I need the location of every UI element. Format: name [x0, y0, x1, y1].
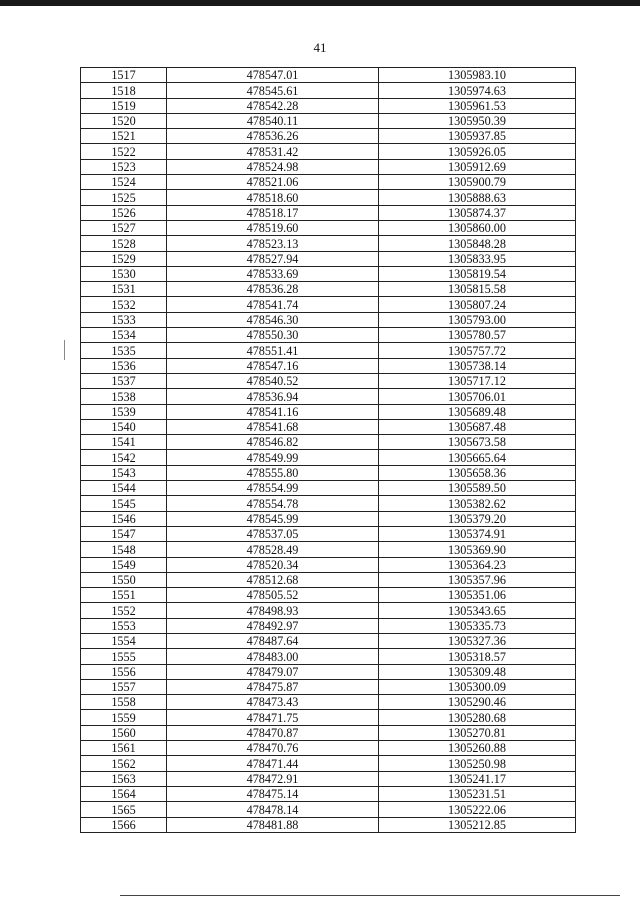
y-coordinate-cell: 1305318.57 [379, 649, 576, 664]
table-row [81, 404, 576, 419]
point-number-cell: 1549 [81, 557, 167, 572]
table-row [81, 725, 576, 740]
x-coordinate-cell: 478546.82 [167, 435, 379, 450]
point-number-cell: 1565 [81, 802, 167, 817]
table-row [81, 572, 576, 587]
table-row [81, 129, 576, 144]
y-coordinate-cell: 1305807.24 [379, 297, 576, 312]
point-number-cell: 1518 [81, 83, 167, 98]
y-coordinate-cell: 1305658.36 [379, 465, 576, 480]
point-number-cell: 1522 [81, 144, 167, 159]
page-number: 41 [313, 40, 327, 55]
y-coordinate-cell: 1305351.06 [379, 588, 576, 603]
point-number-cell: 1532 [81, 297, 167, 312]
y-coordinate-cell: 1305589.50 [379, 481, 576, 496]
y-coordinate-cell: 1305665.64 [379, 450, 576, 465]
point-number-cell: 1544 [81, 481, 167, 496]
x-coordinate-cell: 478549.99 [167, 450, 379, 465]
x-coordinate-cell: 478536.26 [167, 129, 379, 144]
y-coordinate-cell: 1305819.54 [379, 266, 576, 281]
y-coordinate-cell: 1305974.63 [379, 83, 576, 98]
table-row [81, 328, 576, 343]
x-coordinate-cell: 478528.49 [167, 542, 379, 557]
point-number-cell: 1547 [81, 526, 167, 541]
x-coordinate-cell: 478492.97 [167, 618, 379, 633]
point-number-cell: 1546 [81, 511, 167, 526]
y-coordinate-cell: 1305937.85 [379, 129, 576, 144]
x-coordinate-cell: 478478.14 [167, 802, 379, 817]
x-coordinate-cell: 478487.64 [167, 633, 379, 648]
x-coordinate-cell: 478519.60 [167, 220, 379, 235]
x-coordinate-cell: 478527.94 [167, 251, 379, 266]
y-coordinate-cell: 1305212.85 [379, 817, 576, 832]
table-row [81, 618, 576, 633]
point-number-cell: 1537 [81, 373, 167, 388]
x-coordinate-cell: 478520.34 [167, 557, 379, 572]
x-coordinate-cell: 478533.69 [167, 266, 379, 281]
y-coordinate-cell: 1305983.10 [379, 68, 576, 83]
point-number-cell: 1524 [81, 175, 167, 190]
table-row [81, 68, 576, 83]
x-coordinate-cell: 478475.14 [167, 786, 379, 801]
x-coordinate-cell: 478498.93 [167, 603, 379, 618]
y-coordinate-cell: 1305888.63 [379, 190, 576, 205]
x-coordinate-cell: 478547.16 [167, 358, 379, 373]
table-row [81, 113, 576, 128]
y-coordinate-cell: 1305738.14 [379, 358, 576, 373]
x-coordinate-cell: 478540.11 [167, 113, 379, 128]
table-row [81, 542, 576, 557]
y-coordinate-cell: 1305369.90 [379, 542, 576, 557]
x-coordinate-cell: 478551.41 [167, 343, 379, 358]
x-coordinate-cell: 478518.60 [167, 190, 379, 205]
point-number-cell: 1528 [81, 236, 167, 251]
x-coordinate-cell: 478518.17 [167, 205, 379, 220]
point-number-cell: 1563 [81, 771, 167, 786]
x-coordinate-cell: 478554.99 [167, 481, 379, 496]
point-number-cell: 1542 [81, 450, 167, 465]
table-row [81, 649, 576, 664]
table-row [81, 98, 576, 113]
y-coordinate-cell: 1305374.91 [379, 526, 576, 541]
table-row [81, 343, 576, 358]
y-coordinate-cell: 1305231.51 [379, 786, 576, 801]
x-coordinate-cell: 478471.44 [167, 756, 379, 771]
table-row [81, 557, 576, 572]
x-coordinate-cell: 478537.05 [167, 526, 379, 541]
table-row [81, 588, 576, 603]
x-coordinate-cell: 478545.61 [167, 83, 379, 98]
table-row [81, 481, 576, 496]
y-coordinate-cell: 1305364.23 [379, 557, 576, 572]
y-coordinate-cell: 1305757.72 [379, 343, 576, 358]
point-number-cell: 1539 [81, 404, 167, 419]
x-coordinate-cell: 478545.99 [167, 511, 379, 526]
table-row [81, 710, 576, 725]
table-row [81, 205, 576, 220]
x-coordinate-cell: 478550.30 [167, 328, 379, 343]
table-row [81, 389, 576, 404]
point-number-cell: 1558 [81, 695, 167, 710]
point-number-cell: 1538 [81, 389, 167, 404]
point-number-cell: 1562 [81, 756, 167, 771]
point-number-cell: 1564 [81, 786, 167, 801]
table-row [81, 220, 576, 235]
point-number-cell: 1541 [81, 435, 167, 450]
point-number-cell: 1566 [81, 817, 167, 832]
table-row [81, 511, 576, 526]
x-coordinate-cell: 478470.76 [167, 741, 379, 756]
point-number-cell: 1526 [81, 205, 167, 220]
point-number-cell: 1559 [81, 710, 167, 725]
point-number-cell: 1560 [81, 725, 167, 740]
point-number-cell: 1557 [81, 679, 167, 694]
point-number-cell: 1519 [81, 98, 167, 113]
y-coordinate-cell: 1305860.00 [379, 220, 576, 235]
table-row [81, 633, 576, 648]
point-number-cell: 1521 [81, 129, 167, 144]
y-coordinate-cell: 1305833.95 [379, 251, 576, 266]
table-row [81, 282, 576, 297]
table-row [81, 159, 576, 174]
y-coordinate-cell: 1305874.37 [379, 205, 576, 220]
x-coordinate-cell: 478505.52 [167, 588, 379, 603]
point-number-cell: 1523 [81, 159, 167, 174]
table-row [81, 266, 576, 281]
y-coordinate-cell: 1305673.58 [379, 435, 576, 450]
x-coordinate-cell: 478554.78 [167, 496, 379, 511]
table-row [81, 771, 576, 786]
x-coordinate-cell: 478470.87 [167, 725, 379, 740]
y-coordinate-cell: 1305327.36 [379, 633, 576, 648]
x-coordinate-cell: 478540.52 [167, 373, 379, 388]
x-coordinate-cell: 478479.07 [167, 664, 379, 679]
table-row [81, 802, 576, 817]
y-coordinate-cell: 1305382.62 [379, 496, 576, 511]
y-coordinate-cell: 1305379.20 [379, 511, 576, 526]
table-row [81, 419, 576, 434]
y-coordinate-cell: 1305300.09 [379, 679, 576, 694]
bottom-rule [120, 895, 620, 896]
table-row [81, 358, 576, 373]
point-number-cell: 1517 [81, 68, 167, 83]
table-row [81, 236, 576, 251]
y-coordinate-cell: 1305780.57 [379, 328, 576, 343]
y-coordinate-cell: 1305270.81 [379, 725, 576, 740]
x-coordinate-cell: 478475.87 [167, 679, 379, 694]
x-coordinate-cell: 478541.74 [167, 297, 379, 312]
point-number-cell: 1551 [81, 588, 167, 603]
table-row [81, 679, 576, 694]
point-number-cell: 1535 [81, 343, 167, 358]
point-number-cell: 1527 [81, 220, 167, 235]
point-number-cell: 1531 [81, 282, 167, 297]
x-coordinate-cell: 478473.43 [167, 695, 379, 710]
table-row [81, 251, 576, 266]
x-coordinate-cell: 478483.00 [167, 649, 379, 664]
x-coordinate-cell: 478541.68 [167, 419, 379, 434]
table-row [81, 175, 576, 190]
y-coordinate-cell: 1305689.48 [379, 404, 576, 419]
x-coordinate-cell: 478472.91 [167, 771, 379, 786]
y-coordinate-cell: 1305309.48 [379, 664, 576, 679]
table-row [81, 603, 576, 618]
x-coordinate-cell: 478536.94 [167, 389, 379, 404]
table-row [81, 297, 576, 312]
table-row [81, 664, 576, 679]
point-number-cell: 1536 [81, 358, 167, 373]
y-coordinate-cell: 1305793.00 [379, 312, 576, 327]
point-number-cell: 1550 [81, 572, 167, 587]
table-row [81, 144, 576, 159]
y-coordinate-cell: 1305357.96 [379, 572, 576, 587]
y-coordinate-cell: 1305241.17 [379, 771, 576, 786]
x-coordinate-cell: 478541.16 [167, 404, 379, 419]
margin-mark [64, 340, 65, 360]
point-number-cell: 1548 [81, 542, 167, 557]
x-coordinate-cell: 478531.42 [167, 144, 379, 159]
x-coordinate-cell: 478523.13 [167, 236, 379, 251]
point-number-cell: 1553 [81, 618, 167, 633]
y-coordinate-cell: 1305260.88 [379, 741, 576, 756]
table-row [81, 496, 576, 511]
table-row [81, 190, 576, 205]
table-row [81, 465, 576, 480]
point-number-cell: 1540 [81, 419, 167, 434]
table-row [81, 741, 576, 756]
y-coordinate-cell: 1305717.12 [379, 373, 576, 388]
table-row [81, 526, 576, 541]
x-coordinate-cell: 478512.68 [167, 572, 379, 587]
x-coordinate-cell: 478521.06 [167, 175, 379, 190]
table-row [81, 756, 576, 771]
y-coordinate-cell: 1305961.53 [379, 98, 576, 113]
y-coordinate-cell: 1305926.05 [379, 144, 576, 159]
table-row [81, 817, 576, 832]
table-row [81, 83, 576, 98]
y-coordinate-cell: 1305290.46 [379, 695, 576, 710]
point-number-cell: 1554 [81, 633, 167, 648]
y-coordinate-cell: 1305335.73 [379, 618, 576, 633]
y-coordinate-cell: 1305280.68 [379, 710, 576, 725]
scan-top-edge [0, 0, 640, 6]
coordinates-table [80, 67, 576, 833]
x-coordinate-cell: 478542.28 [167, 98, 379, 113]
x-coordinate-cell: 478547.01 [167, 68, 379, 83]
x-coordinate-cell: 478524.98 [167, 159, 379, 174]
y-coordinate-cell: 1305848.28 [379, 236, 576, 251]
point-number-cell: 1525 [81, 190, 167, 205]
y-coordinate-cell: 1305912.69 [379, 159, 576, 174]
point-number-cell: 1530 [81, 266, 167, 281]
point-number-cell: 1520 [81, 113, 167, 128]
x-coordinate-cell: 478536.28 [167, 282, 379, 297]
x-coordinate-cell: 478546.30 [167, 312, 379, 327]
y-coordinate-cell: 1305900.79 [379, 175, 576, 190]
y-coordinate-cell: 1305950.39 [379, 113, 576, 128]
table-row [81, 373, 576, 388]
x-coordinate-cell: 478481.88 [167, 817, 379, 832]
y-coordinate-cell: 1305687.48 [379, 419, 576, 434]
point-number-cell: 1529 [81, 251, 167, 266]
y-coordinate-cell: 1305706.01 [379, 389, 576, 404]
point-number-cell: 1556 [81, 664, 167, 679]
y-coordinate-cell: 1305343.65 [379, 603, 576, 618]
table-row [81, 312, 576, 327]
y-coordinate-cell: 1305250.98 [379, 756, 576, 771]
point-number-cell: 1561 [81, 741, 167, 756]
y-coordinate-cell: 1305815.58 [379, 282, 576, 297]
y-coordinate-cell: 1305222.06 [379, 802, 576, 817]
x-coordinate-cell: 478471.75 [167, 710, 379, 725]
x-coordinate-cell: 478555.80 [167, 465, 379, 480]
table-row [81, 435, 576, 450]
point-number-cell: 1533 [81, 312, 167, 327]
point-number-cell: 1552 [81, 603, 167, 618]
point-number-cell: 1543 [81, 465, 167, 480]
point-number-cell: 1555 [81, 649, 167, 664]
point-number-cell: 1534 [81, 328, 167, 343]
table-row [81, 695, 576, 710]
point-number-cell: 1545 [81, 496, 167, 511]
table-row [81, 786, 576, 801]
coordinates-table-body [81, 68, 576, 833]
table-row [81, 450, 576, 465]
